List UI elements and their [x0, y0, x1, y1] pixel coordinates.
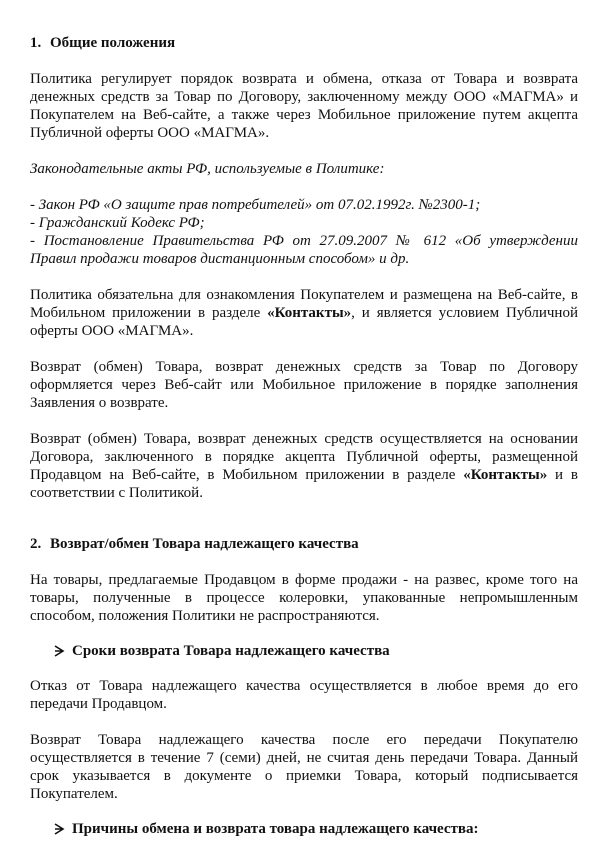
paragraph-policy-intro: Политика регулирует порядок возврата и обмена, отказа от Товара и возврата денежных средств за Товар по Договору, заключенному между ООО «МАГМА» и Покупателем на Веб-сайте, а также через Мобильное приложение путем акцепта Публичной оферты ООО «МАГМА».: [30, 71, 578, 141]
arrow-right-icon: [52, 642, 66, 660]
laws-title: Законодательные акты РФ, используемые в Политике:: [30, 161, 385, 177]
law-item-2: - Гражданский Кодекс РФ;: [30, 215, 205, 231]
paragraph-return-process: Возврат (обмен) Товара, возврат денежных средств за Товар по Договору оформляется через Веб-сайт или Мобильное приложение в порядке заполнения Заявления о возврате.: [30, 359, 578, 411]
contacts-link-text-2: «Контакты»: [463, 467, 548, 483]
paragraph-return-basis-text-2: и в соответствии с Политикой.: [30, 467, 578, 501]
arrow-right-icon: [52, 820, 66, 838]
contacts-link-text: «Контакты»: [267, 305, 352, 321]
paragraph-refusal: Отказ от Товара надлежащего качества осуществляется в любое время до его передачи Продавцом.: [30, 678, 578, 712]
paragraph-return-period: Возврат Товара надлежащего качества после его передачи Покупателю осуществляется в течение 7 (семи) дней, не считая день передачи Товара. Данный срок указывается в документе о приемки Товара, который подписывается Покупателем.: [30, 732, 578, 802]
subsection-return-terms: [30, 642, 578, 660]
section-1-heading: [30, 34, 578, 52]
paragraph-return-basis-text-1: Возврат (обмен) Товара, возврат денежных средств осуществляется на основании Договора, заключенного в порядке акцепта Публичной оферты, размещенной Продавцом на Веб-сайте, в Мобильном приложении в разделе: [30, 431, 578, 483]
subsection-return-reasons-title: Причины обмена и возврата товара надлежащего качества:: [72, 821, 479, 837]
paragraph-policy-mandatory-text-2: , и является условием Публичной оферты ООО «МАГМА».: [30, 305, 578, 339]
law-item-1: - Закон РФ «О защите прав потребителей» от 07.02.1992г. №2300-1;: [30, 197, 481, 213]
section-2-title: Возврат/обмен Товара надлежащего качества: [50, 536, 359, 552]
section-2-number: 2.: [30, 536, 42, 552]
paragraph-exclusions: На товары, предлагаемые Продавцом в форме продажи - на развес, кроме того на товары, полученные в процессе колеровки, упакованные непромышленным способом, положения Политики не распространяются.: [30, 572, 578, 624]
law-item-3: - Постановление Правительства РФ от 27.09.2007 № 612 «Об утверждении Правил продажи товаров дистанционным способом» и др.: [30, 233, 578, 267]
section-1-number: 1.: [30, 35, 42, 51]
section-1-title: Общие положения: [50, 35, 176, 51]
section-2-heading: [30, 535, 578, 553]
paragraph-return-basis: [30, 430, 578, 502]
subsection-return-terms-title: Сроки возврата Товара надлежащего качества: [72, 643, 390, 659]
paragraph-policy-mandatory-text-1: Политика обязательна для ознакомления Покупателем и размещена на Веб-сайте, в Мобильном приложении в разделе: [30, 287, 578, 321]
subsection-return-reasons: [30, 820, 578, 838]
paragraph-policy-mandatory: [30, 286, 578, 340]
